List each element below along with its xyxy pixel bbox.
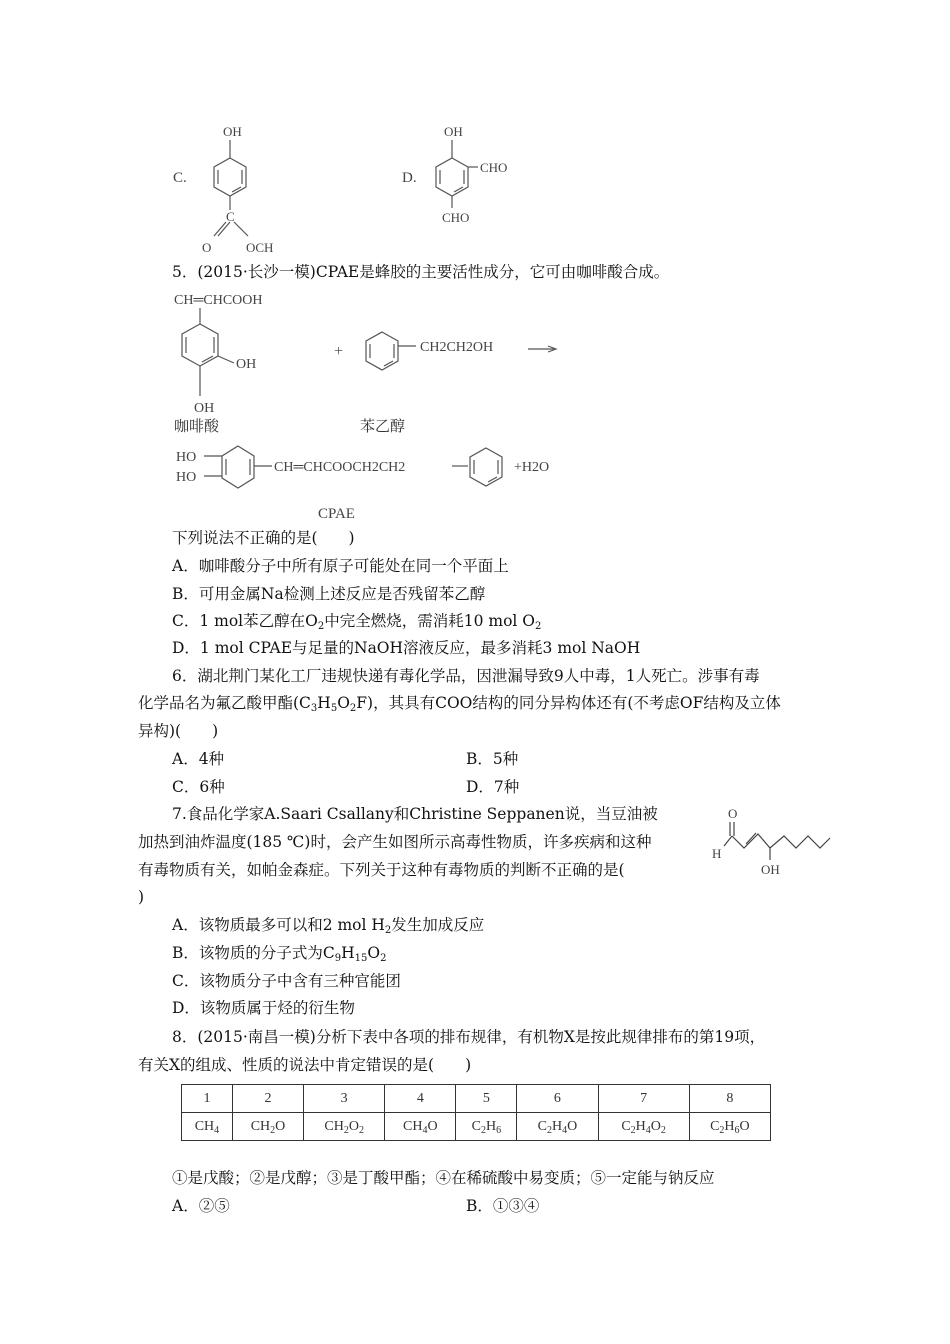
och-label: OCH xyxy=(246,240,274,255)
caffeic-acid-caption: 咖啡酸 xyxy=(174,417,220,435)
q7-stem-line2: 加热到油炸温度(185 ℃)时，会产生如图所示高毒性物质，许多疾病和这种 xyxy=(138,833,652,851)
table-cell: 3 xyxy=(304,1085,385,1113)
q6-stem-line3: 异构)( ) xyxy=(138,722,219,740)
q6-option-b: B．5种 xyxy=(466,750,519,768)
q8-option-b: B．①③④ xyxy=(466,1197,540,1215)
phenylethanol-chain: CH2CH2OH xyxy=(420,340,494,355)
q7-stem-line3: 有毒物质有关，如帕金森症。下列关于这种有毒物质的判断不正确的是( xyxy=(138,861,625,879)
q7-stem-line1: 7.食品化学家A.Saari Csallany和Christine Seppanen说，当豆油被 xyxy=(172,805,658,823)
table-cell: 8 xyxy=(689,1085,770,1113)
q6-stem-line1: 6．湖北荆门某化工厂违规快递有毒化学品，因泄漏导致9人中毒，1人死亡。涉事有毒 xyxy=(172,667,760,685)
q5-question: 下列说法不正确的是( ) xyxy=(172,529,355,547)
q5-option-d: D．1 mol CPAE与足量的NaOH溶液反应，最多消耗3 mol NaOH xyxy=(172,639,641,657)
table-cell: 2 xyxy=(232,1085,303,1113)
q8-statements: ①是戊酸；②是戊醇；③是丁酸甲酯；④在稀硫酸中易变质；⑤一定能与钠反应 xyxy=(172,1169,715,1187)
table-cell: $C_2H_4O_2$ xyxy=(598,1113,689,1141)
oh-label: OH xyxy=(761,862,780,877)
q6-option-d: D．7种 xyxy=(466,778,520,796)
cho-label: CHO xyxy=(480,160,508,175)
table-cell: 1 xyxy=(182,1085,233,1113)
q7-option-d: D．该物质属于烃的衍生物 xyxy=(172,999,355,1017)
cpae-caption: CPAE xyxy=(318,506,355,522)
q7-option-c: C．该物质分子中含有三种官能团 xyxy=(172,972,401,990)
q8-stem-line1: 8．(2015·南昌一模)分析下表中各项的排布规律，有机物X是按此规律排布的第19项， xyxy=(172,1028,766,1046)
table-cell: $CH_2O$ xyxy=(232,1113,303,1141)
carbon-label: C xyxy=(226,209,235,224)
structure-methyl-4-hydroxybenzoate xyxy=(190,118,300,260)
water-product: +H2O xyxy=(514,460,550,475)
table-cell: 7 xyxy=(598,1085,689,1113)
table-row-index xyxy=(182,1085,771,1113)
table-cell: $CH_2O_2$ xyxy=(304,1113,385,1141)
phenylethanol-caption: 苯乙醇 xyxy=(360,417,406,435)
reaction-product-cpae xyxy=(174,436,594,500)
oxygen-label: O xyxy=(728,806,738,821)
option-label: C. xyxy=(173,170,187,186)
q8-option-a: A．②⑤ xyxy=(172,1197,230,1215)
oh-label: OH xyxy=(444,124,463,139)
option-label: D. xyxy=(402,170,417,186)
q6-option-a: A．4种 xyxy=(172,750,225,768)
table-row-formula xyxy=(182,1113,771,1141)
ho-label: HO xyxy=(176,450,197,465)
structure-hydroxy-dialdehyde xyxy=(420,118,530,230)
cpae-chain: CH═CHCOOCH2CH2 xyxy=(274,460,406,475)
hydrogen-label: H xyxy=(712,846,722,861)
oh-label: OH xyxy=(236,357,257,372)
q5-option-a: A．咖啡酸分子中所有原子可能处在同一个平面上 xyxy=(172,557,509,575)
q7-option-a: A．该物质最多可以和2 mol $H_2$发生加成反应 xyxy=(172,916,485,936)
q6-option-c: C．6种 xyxy=(172,778,225,796)
oxygen-label: O xyxy=(202,240,212,255)
oh-label: OH xyxy=(194,401,215,416)
table-cell: $C_2H_4O$ xyxy=(517,1113,598,1141)
q6-stem-line2: 化学品名为氟乙酸甲酯$(C_3H_5O_2F)$，其具有COO结构的同分异构体还有(不考虑OF结构及立体 xyxy=(138,694,781,714)
table-cell: $CH_4$ xyxy=(182,1113,233,1141)
ho-label: HO xyxy=(176,470,197,485)
structure-hydroxynonenal xyxy=(708,800,832,878)
oh-label: OH xyxy=(223,124,242,139)
formula-sequence-table xyxy=(181,1084,771,1141)
q8-stem-line2: 有关X的组成、性质的说法中肯定错误的是( ) xyxy=(138,1056,472,1074)
table-cell: 6 xyxy=(517,1085,598,1113)
table-cell: $CH_4O$ xyxy=(385,1113,456,1141)
table-cell: $C_2H_6$ xyxy=(456,1113,517,1141)
table-cell: 4 xyxy=(385,1085,456,1113)
cho-label: CHO xyxy=(442,210,470,225)
q7-stem-line4: ) xyxy=(138,888,145,906)
table-cell: $C_2H_6O$ xyxy=(689,1113,770,1141)
caffeic-side-chain: CH═CHCOOH xyxy=(174,293,263,308)
q5-stem: 5．(2015·长沙一模)CPAE是蜂胶的主要活性成分，它可由咖啡酸合成。 xyxy=(172,263,670,281)
q5-option-b: B．可用金属Na检测上述反应是否残留苯乙醇 xyxy=(172,585,486,603)
q7-option-b: B．该物质的分子式为$C_9H_{15}O_2$ xyxy=(172,944,387,964)
table-cell: 5 xyxy=(456,1085,517,1113)
plus-sign: + xyxy=(334,343,344,360)
q5-option-c: C．1 mol苯乙醇在$O_2$中完全燃烧，需消耗10 mol $O_2$ xyxy=(172,612,542,632)
